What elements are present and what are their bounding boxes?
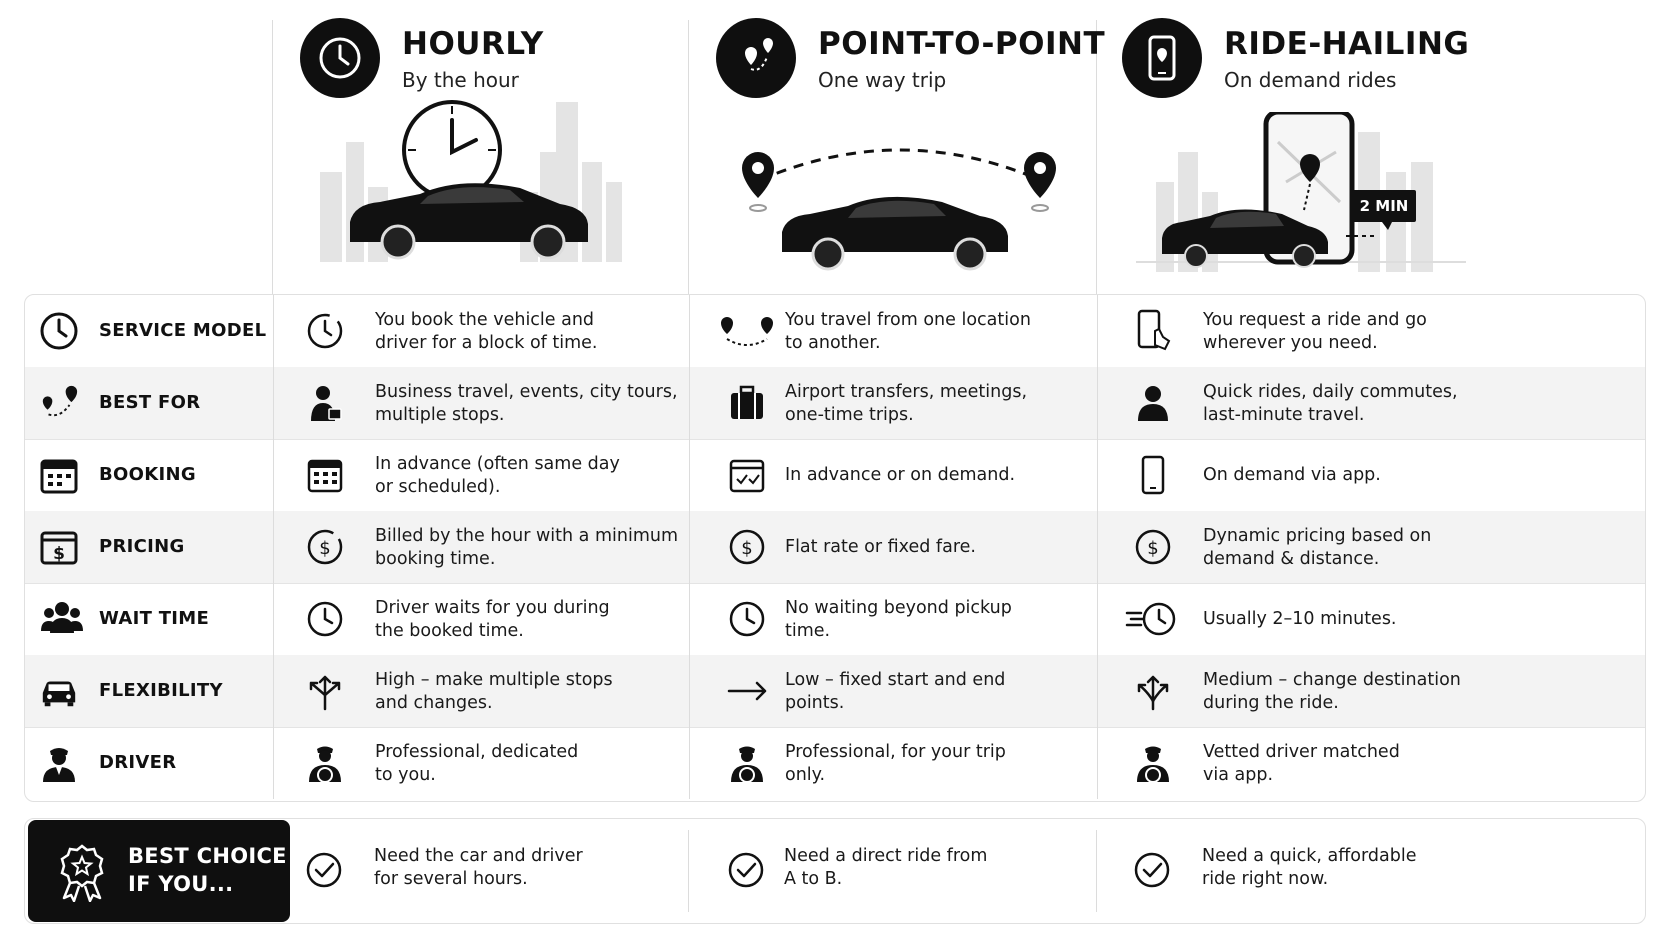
driver-wheel-icon <box>727 743 767 783</box>
suitcase-icon <box>727 383 767 423</box>
route-pins-icon <box>715 311 779 351</box>
cell-text: You request a ride and go wherever you need. <box>1203 310 1427 353</box>
column-title: POINT-TO-POINT <box>818 26 1106 62</box>
row-label-text: WAIT TIME <box>99 608 210 629</box>
award-ribbon-icon <box>54 842 110 902</box>
row-label-text: FLEXIBILITY <box>99 680 223 701</box>
fast-clock-icon <box>1125 599 1181 639</box>
cell-text: Airport transfers, meetings, one-time trips. <box>785 382 1028 425</box>
driver-wheel-icon <box>1133 743 1173 783</box>
businessman-icon <box>305 383 345 423</box>
ride-hailing-badge <box>1122 18 1202 98</box>
price-tag-icon <box>39 527 79 567</box>
point-to-point-illustration <box>720 140 1080 280</box>
table-row <box>25 583 1645 656</box>
row-label <box>25 511 291 583</box>
smartphone-icon <box>1140 33 1184 83</box>
calendar-check-icon <box>727 455 767 495</box>
cell-text: Need a quick, affordable ride right now. <box>1202 846 1417 889</box>
cell-text: In advance (often same day or scheduled). <box>375 454 620 497</box>
column-subtitle: By the hour <box>402 68 519 92</box>
cell-text: Professional, dedicated to you. <box>375 742 579 785</box>
cell-text: Quick rides, daily commutes, last-minute travel. <box>1203 382 1458 425</box>
row-label-text: DRIVER <box>99 752 177 773</box>
cell-text: Professional, for your trip only. <box>785 742 1006 785</box>
cell-text: Need the car and driver for several hours. <box>374 846 583 889</box>
table-row <box>25 439 1645 512</box>
cell-text: Business travel, events, city tours, multiple stops. <box>375 382 678 425</box>
row-label-text: BEST FOR <box>99 392 201 413</box>
eta-text: 2 MIN <box>1359 197 1409 215</box>
cell-text: Need a direct ride from A to B. <box>784 846 988 889</box>
smartphone-icon <box>1133 455 1173 495</box>
row-label <box>25 367 291 439</box>
table-row <box>25 367 1645 440</box>
svg-text:$: $ <box>741 538 753 559</box>
point-to-point-badge <box>716 18 796 98</box>
row-label-text: PRICING <box>99 536 185 557</box>
row-label <box>25 583 291 655</box>
row-label-text: SERVICE MODEL <box>99 320 267 341</box>
dollar-circle-icon <box>1133 527 1173 567</box>
best-choice-label: BEST CHOICE IF YOU... <box>128 844 287 896</box>
car-icon <box>39 671 79 711</box>
table-row <box>25 511 1645 584</box>
cell-text: Low – fixed start and end points. <box>785 670 1006 713</box>
start-pin-icon <box>742 152 774 211</box>
ride-hailing-illustration <box>1136 112 1576 282</box>
check-circle-icon <box>1132 850 1172 890</box>
cell-text: You book the vehicle and driver for a block of time. <box>375 310 598 353</box>
clock-icon <box>316 34 364 82</box>
column-title: RIDE-HAILING <box>1224 26 1470 62</box>
cell-text: Driver waits for you during the booked time. <box>375 598 610 641</box>
cell-text: Flat rate or fixed fare. <box>785 537 976 557</box>
cell-text: High – make multiple stops and changes. <box>375 670 613 713</box>
column-title: HOURLY <box>402 26 544 62</box>
cell-text: Billed by the hour with a minimum booking time. <box>375 526 679 569</box>
row-label <box>25 295 291 367</box>
cell-text: In advance or on demand. <box>785 465 1016 485</box>
comparison-table <box>24 294 1646 802</box>
column-subtitle: One way trip <box>818 68 947 92</box>
svg-text:$: $ <box>1147 538 1159 559</box>
route-pins-icon <box>731 33 781 83</box>
cell-text: On demand via app. <box>1203 465 1381 485</box>
clock-icon <box>305 599 345 639</box>
cell-text: Dynamic pricing based on demand & distance. <box>1203 526 1432 569</box>
table-row <box>25 655 1645 728</box>
table-row <box>25 295 1645 368</box>
driver-suit-icon <box>39 743 79 783</box>
check-circle-icon <box>726 850 766 890</box>
svg-text:$: $ <box>53 544 65 564</box>
calendar-icon <box>39 455 79 495</box>
row-label <box>25 727 291 799</box>
route-pins-icon <box>39 383 79 423</box>
row-label <box>25 655 291 727</box>
driver-wheel-icon <box>305 743 345 783</box>
row-label-text: BOOKING <box>99 464 196 485</box>
best-choice-badge <box>28 820 290 922</box>
cell-text: No waiting beyond pickup time. <box>785 598 1012 641</box>
calendar-icon <box>305 455 345 495</box>
hourly-illustration <box>310 92 630 272</box>
cell-text: Vetted driver matched via app. <box>1203 742 1400 785</box>
cell-text: Usually 2–10 minutes. <box>1203 609 1397 629</box>
clock-icon <box>39 311 79 351</box>
clock-icon <box>727 599 767 639</box>
row-label <box>25 439 291 511</box>
phone-tap-icon <box>1133 309 1173 353</box>
check-circle-icon <box>304 850 344 890</box>
person-icon <box>1133 383 1173 423</box>
cell-text: You travel from one location to another. <box>785 310 1031 353</box>
column-subtitle: On demand rides <box>1224 68 1397 92</box>
clock-timer-icon <box>305 311 345 351</box>
hourly-badge <box>300 18 380 98</box>
group-icon <box>39 599 85 639</box>
hourly-dollar-icon <box>305 527 345 567</box>
arrow-right-icon <box>725 671 769 711</box>
multi-arrow-icon <box>305 671 345 711</box>
end-pin-icon <box>1024 152 1056 211</box>
cell-text: Medium – change destination during the ride. <box>1203 670 1461 713</box>
table-row <box>25 727 1645 799</box>
sedan-car-icon <box>782 197 1008 269</box>
split-arrow-icon <box>1133 671 1173 711</box>
dollar-circle-icon <box>727 527 767 567</box>
svg-text:$: $ <box>319 538 331 559</box>
